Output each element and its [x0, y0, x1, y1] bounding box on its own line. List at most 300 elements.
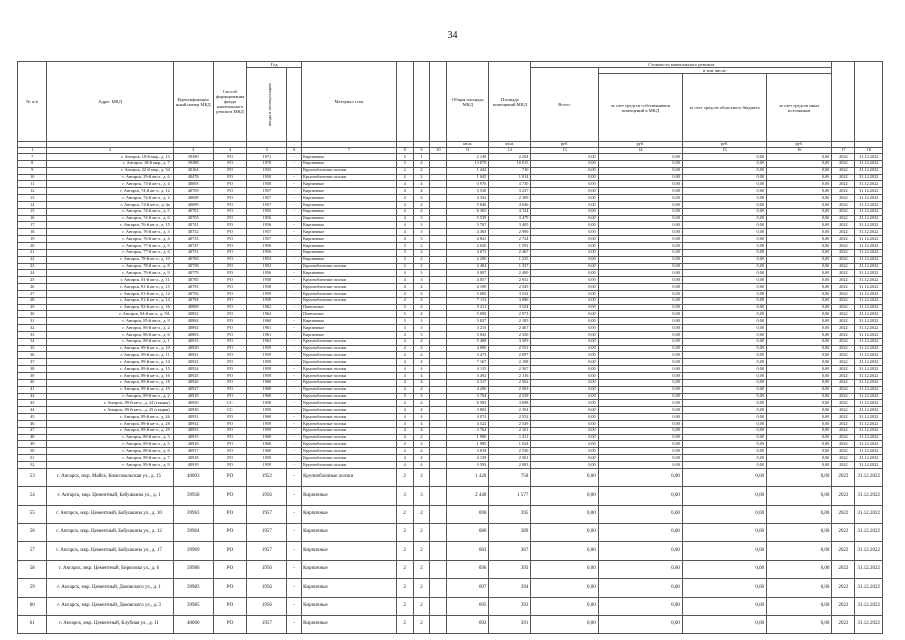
- cell-total: 0,00: [531, 338, 598, 345]
- cell-id: 40698: [173, 195, 213, 202]
- cell-regional: 0,00: [682, 407, 766, 414]
- unit-total: руб.: [531, 142, 598, 148]
- cell-floors: 4: [396, 270, 413, 277]
- cell-year-overhaul: -: [287, 523, 302, 541]
- table-row: [18, 174, 883, 181]
- cell-owners: 0,00: [598, 366, 682, 373]
- cell-regional: 0,00: [682, 487, 766, 505]
- cell-material: Кирпичные: [302, 560, 397, 578]
- cell-other: 0,00: [767, 560, 832, 578]
- cell-address: г. Ангарск, 74-й кв-л., д. 4а: [47, 201, 173, 208]
- cell-completion-date: 31.12.2022: [855, 379, 883, 386]
- cell-year-built: 1950: [247, 174, 287, 181]
- cell-entrances: 2: [413, 434, 430, 441]
- cell-completion-date: 31.12.2022: [855, 249, 883, 256]
- cell-address: г. Ангарск, 85-й кв-л., д. 9: [47, 318, 173, 325]
- cell-address: г. Ангарск, 81-й кв-л., д. 14: [47, 297, 173, 304]
- cell-no: 42: [18, 393, 47, 400]
- cell-floors: 2: [396, 615, 413, 633]
- cell-entrances: 3: [413, 487, 430, 505]
- cell-regional: 0,00: [682, 195, 766, 202]
- cell-planned-year: 2022: [832, 359, 855, 366]
- cell-completion-date: 31.12.2022: [855, 167, 883, 174]
- cell-total-area: 4 139: [447, 455, 489, 462]
- cell-other: 0,00: [767, 229, 832, 236]
- cell-material: Крупноблочные ползки: [302, 379, 397, 386]
- header-planned-year: [832, 62, 855, 142]
- cell-planned-year: 2022: [832, 318, 855, 325]
- cell-completion-date: 31.12.2022: [855, 487, 883, 505]
- table-row: [18, 420, 883, 427]
- cell-total-area: 686: [447, 523, 489, 541]
- cell-no: 8: [18, 160, 47, 167]
- cell-completion-date: 31.12.2022: [855, 414, 883, 421]
- table-row: [18, 542, 883, 560]
- cell-fund: РО: [213, 542, 247, 560]
- header-year: Год: [247, 62, 302, 68]
- cell-fund: РО: [213, 270, 247, 277]
- cell-residents: [430, 523, 447, 541]
- cell-floors: 2: [396, 167, 413, 174]
- cell-premises-area: 2 389: [489, 195, 531, 202]
- cell-planned-year: 2022: [832, 290, 855, 297]
- cell-year-overhaul: -: [287, 229, 302, 236]
- cell-id: 40699: [173, 201, 213, 208]
- col-num: 3: [173, 148, 213, 154]
- cell-year-overhaul: -: [287, 325, 302, 332]
- cell-floors: 4: [396, 215, 413, 222]
- header-floors: [396, 62, 413, 142]
- table-row: [18, 222, 883, 229]
- cell-no: 16: [18, 215, 47, 222]
- cell-year-overhaul: -: [287, 236, 302, 243]
- cell-total: 0,00: [531, 222, 598, 229]
- cell-total-area: 3 843: [447, 331, 489, 338]
- cell-floors: 4: [396, 188, 413, 195]
- cell-premises-area: 4 046: [489, 201, 531, 208]
- cell-entrances: 4: [413, 195, 430, 202]
- cell-year-overhaul: -: [287, 615, 302, 633]
- cell-other: 0,00: [767, 373, 832, 380]
- cell-regional: 0,00: [682, 256, 766, 263]
- cell-no: 11: [18, 181, 47, 188]
- cell-total: 0,00: [531, 455, 598, 462]
- cell-floors: 4: [396, 386, 413, 393]
- cell-address: г. Ангарск, мкр. Майск, Комсомольская ул., д. 15: [47, 468, 173, 486]
- cell-material: Кирпичные: [302, 160, 397, 167]
- cell-year-built: 1956: [247, 560, 287, 578]
- cell-entrances: 4: [413, 414, 430, 421]
- cell-floors: 4: [396, 427, 413, 434]
- cell-id: 40794: [173, 297, 213, 304]
- cell-address: г. Ангарск, 89-й кв-л., д. 6: [47, 448, 173, 455]
- cell-material: Кирпичные: [302, 242, 397, 249]
- cell-owners: 0,00: [598, 373, 682, 380]
- cell-premises-area: 2 116: [489, 373, 531, 380]
- cell-planned-year: 2022: [832, 615, 855, 633]
- cell-owners: 0,00: [598, 441, 682, 448]
- cell-total: 0,00: [531, 325, 598, 332]
- cell-no: 22: [18, 256, 47, 263]
- cell-residents: [430, 379, 447, 386]
- cell-material: Кирпичные: [302, 188, 397, 195]
- cell-total: 0,00: [531, 277, 598, 284]
- cell-other: 0,00: [767, 208, 832, 215]
- cell-total: 0,00: [531, 560, 598, 578]
- cell-regional: 0,00: [682, 242, 766, 249]
- cell-year-overhaul: -: [287, 505, 302, 523]
- cell-owners: 0,00: [598, 181, 682, 188]
- cell-regional: 0,00: [682, 505, 766, 523]
- cell-completion-date: 31.12.2022: [855, 345, 883, 352]
- table-row: [18, 325, 883, 332]
- cell-residents: [430, 542, 447, 560]
- cell-id: 40918: [173, 393, 213, 400]
- cell-owners: 0,00: [598, 597, 682, 615]
- cell-no: 31: [18, 318, 47, 325]
- cell-no: 50: [18, 448, 47, 455]
- table-row: [18, 414, 883, 421]
- cell-other: 0,00: [767, 487, 832, 505]
- cell-material: Кирпичные: [302, 523, 397, 541]
- cell-premises-area: 2 931: [489, 277, 531, 284]
- cell-premises-area: 367: [489, 542, 531, 560]
- cell-entrances: 2: [413, 542, 430, 560]
- cell-year-built: 1963: [247, 338, 287, 345]
- cell-id: 39958: [173, 487, 213, 505]
- cell-material: Кирпичные: [302, 208, 397, 215]
- cell-regional: 0,00: [682, 427, 766, 434]
- cell-year-overhaul: -: [287, 304, 302, 311]
- cell-id: 40925: [173, 373, 213, 380]
- cell-address: г. Ангарск, 89-й кв-л., д. 10: [47, 345, 173, 352]
- cell-planned-year: 2022: [832, 167, 855, 174]
- table-header: [18, 62, 883, 154]
- cell-total: 0,00: [531, 505, 598, 523]
- cell-owners: 0,00: [598, 290, 682, 297]
- cell-residents: [430, 304, 447, 311]
- cell-no: 59: [18, 579, 47, 597]
- cell-fund: РО: [213, 297, 247, 304]
- cell-owners: 0,00: [598, 249, 682, 256]
- cell-no: 55: [18, 505, 47, 523]
- cell-premises-area: 2 567: [489, 366, 531, 373]
- cell-year-built: 1958: [247, 297, 287, 304]
- cell-total-area: 3 794: [447, 393, 489, 400]
- cell-floors: 2: [396, 542, 413, 560]
- cell-floors: 4: [396, 400, 413, 407]
- header-regional-budget: за счет средств областного бюджета: [682, 74, 766, 142]
- cell-id: 40164: [173, 167, 213, 174]
- cell-year-built: 1958: [247, 284, 287, 291]
- cell-year-overhaul: -: [287, 263, 302, 270]
- table-row: [18, 297, 883, 304]
- cell-residents: [430, 311, 447, 318]
- cell-total: 0,00: [531, 427, 598, 434]
- table-row: [18, 277, 883, 284]
- cell-planned-year: 2022: [832, 400, 855, 407]
- cell-total-area: 3 764: [447, 427, 489, 434]
- cell-regional: 0,00: [682, 542, 766, 560]
- cell-residents: [430, 414, 447, 421]
- cell-fund: РО: [213, 414, 247, 421]
- cell-regional: 0,00: [682, 249, 766, 256]
- table-row: [18, 208, 883, 215]
- header-year-overhaul: [287, 68, 302, 142]
- cell-material: Крупноблочные ползки: [302, 386, 397, 393]
- cell-regional: 0,00: [682, 523, 766, 541]
- cell-material: Крупноблочные ползки: [302, 284, 397, 291]
- header-including: в том числе:: [598, 68, 832, 74]
- cell-completion-date: 31.12.2022: [855, 263, 883, 270]
- cell-address: г. Ангарск, мкр. Цементный, Бирюзова ул., д. 6: [47, 560, 173, 578]
- cell-residents: [430, 434, 447, 441]
- cell-completion-date: 31.12.2022: [855, 208, 883, 215]
- cell-residents: [430, 188, 447, 195]
- cell-residents: [430, 270, 447, 277]
- cell-entrances: 3: [413, 270, 430, 277]
- header-cost-group: Стоимость капитального ремонта: [531, 62, 832, 68]
- cell-premises-area: 2 101: [489, 427, 531, 434]
- cell-year-overhaul: -: [287, 311, 302, 318]
- cell-floors: 4: [396, 448, 413, 455]
- cell-entrances: 3: [413, 325, 430, 332]
- cell-no: 20: [18, 242, 47, 249]
- cell-year-built: 1956: [247, 597, 287, 615]
- cell-total: 0,00: [531, 154, 598, 161]
- cell-fund: РО: [213, 427, 247, 434]
- cell-material: Кирпичные: [302, 229, 397, 236]
- cell-year-built: 1956: [247, 215, 287, 222]
- cell-residents: [430, 407, 447, 414]
- cell-entrances: 4: [413, 345, 430, 352]
- cell-fund: СС: [213, 407, 247, 414]
- cell-total: 0,00: [531, 414, 598, 421]
- cell-residents: [430, 338, 447, 345]
- cell-total: 0,00: [531, 318, 598, 325]
- cell-year-overhaul: -: [287, 277, 302, 284]
- cell-regional: 0,00: [682, 560, 766, 578]
- cell-year-built: 1959: [247, 455, 287, 462]
- cell-premises-area: 3 479: [489, 215, 531, 222]
- cell-no: 53: [18, 468, 47, 486]
- cell-entrances: 2: [413, 249, 430, 256]
- cell-residents: [430, 263, 447, 270]
- cell-entrances: 4: [413, 160, 430, 167]
- table-row: [18, 284, 883, 291]
- table-row: [18, 215, 883, 222]
- cell-other: 0,00: [767, 379, 832, 386]
- cell-regional: 0,00: [682, 455, 766, 462]
- cell-entrances: 4: [413, 290, 430, 297]
- table-row: [18, 290, 883, 297]
- cell-planned-year: 2022: [832, 181, 855, 188]
- cell-fund: РО: [213, 160, 247, 167]
- cell-year-built: 1958: [247, 400, 287, 407]
- cell-owners: 0,00: [598, 579, 682, 597]
- cell-other: 0,00: [767, 188, 832, 195]
- cell-id: 40000: [173, 615, 213, 633]
- cell-year-overhaul: -: [287, 188, 302, 195]
- cell-id: 40929: [173, 400, 213, 407]
- cell-owners: 0,00: [598, 523, 682, 541]
- cell-id: 40893: [173, 331, 213, 338]
- cell-material: Кирпичные: [302, 215, 397, 222]
- cell-year-overhaul: -: [287, 359, 302, 366]
- cell-total: 0,00: [531, 487, 598, 505]
- unit-premises-area: кв.м.: [489, 142, 531, 148]
- cell-residents: [430, 597, 447, 615]
- cell-address: г. Ангарск, 76-й кв-л., д. 3: [47, 229, 173, 236]
- cell-address: г. Ангарск, 89-й кв-л., д. 16: [47, 373, 173, 380]
- cell-id: 40791: [173, 284, 213, 291]
- cell-year-overhaul: -: [287, 366, 302, 373]
- cell-premises-area: 1 235: [489, 256, 531, 263]
- cell-fund: РО: [213, 277, 247, 284]
- cell-year-overhaul: -: [287, 448, 302, 455]
- cell-owners: 0,00: [598, 393, 682, 400]
- cell-total-area: 2 290: [447, 256, 489, 263]
- cell-total-area: 4 332: [447, 195, 489, 202]
- cell-address: г. Ангарск, 89-й кв-л., д. 29: [47, 427, 173, 434]
- cell-regional: 0,00: [682, 174, 766, 181]
- cell-material: Крупноблочные ползки: [302, 434, 397, 441]
- cell-address: г. Ангарск, 73-й кв-л., д. 4: [47, 181, 173, 188]
- header-premises-area: Площадь помещений МКД: [489, 62, 531, 142]
- cell-residents: [430, 215, 447, 222]
- cell-fund: РО: [213, 195, 247, 202]
- cell-material: Крупноблочные ползки: [302, 359, 397, 366]
- cell-total-area: 5 685: [447, 290, 489, 297]
- cell-owners: 0,00: [598, 284, 682, 291]
- cell-other: 0,00: [767, 366, 832, 373]
- cell-premises-area: 2 563: [489, 386, 531, 393]
- cell-material: Крупноблочные ползки: [302, 448, 397, 455]
- cell-fund: РО: [213, 366, 247, 373]
- cell-residents: [430, 386, 447, 393]
- cell-planned-year: 2022: [832, 304, 855, 311]
- cell-no: 23: [18, 263, 47, 270]
- cell-completion-date: 31.12.2022: [855, 229, 883, 236]
- cell-year-built: 1959: [247, 427, 287, 434]
- cell-total-area: 3 593: [447, 461, 489, 468]
- cell-material: Крупноблочные ползки: [302, 373, 397, 380]
- cell-no: 14: [18, 201, 47, 208]
- cell-residents: [430, 400, 447, 407]
- cell-premises-area: 2 973: [489, 311, 531, 318]
- cell-id: 40758: [173, 263, 213, 270]
- cell-year-built: 1959: [247, 461, 287, 468]
- cell-fund: РО: [213, 201, 247, 208]
- table-row: [18, 331, 883, 338]
- cell-other: 0,00: [767, 154, 832, 161]
- cell-other: 0,00: [767, 297, 832, 304]
- cell-material: Крупноблочные ползки: [302, 352, 397, 359]
- cell-entrances: 4: [413, 373, 430, 380]
- cell-id: 40779: [173, 270, 213, 277]
- cell-address: г. Ангарск, 18-й мкр., д. 7: [47, 160, 173, 167]
- cell-year-overhaul: -: [287, 297, 302, 304]
- cell-total-area: 3 818: [447, 448, 489, 455]
- cell-entrances: 2: [413, 468, 430, 486]
- cell-owners: 0,00: [598, 222, 682, 229]
- cell-total: 0,00: [531, 523, 598, 541]
- cell-residents: [430, 208, 447, 215]
- cell-residents: [430, 579, 447, 597]
- cell-owners: 0,00: [598, 215, 682, 222]
- cell-owners: 0,00: [598, 345, 682, 352]
- cell-owners: 0,00: [598, 434, 682, 441]
- cell-regional: 0,00: [682, 201, 766, 208]
- cell-year-built: 1955: [247, 208, 287, 215]
- cell-fund: РО: [213, 615, 247, 633]
- cell-entrances: 3: [413, 215, 430, 222]
- cell-total-area: 4 057: [447, 277, 489, 284]
- cell-premises-area: 393: [489, 560, 531, 578]
- cell-year-built: 1956: [247, 270, 287, 277]
- col-num: 16: [767, 148, 832, 154]
- cell-address: г. Ангарск, 78-й кв-л., д. 8: [47, 263, 173, 270]
- cell-floors: 4: [396, 441, 413, 448]
- cell-fund: РО: [213, 242, 247, 249]
- cell-material: Крупноблочные ползки: [302, 277, 397, 284]
- cell-total-area: 4 841: [447, 236, 489, 243]
- cell-material: Крупноблочные ползки: [302, 461, 397, 468]
- cell-entrances: 2: [413, 242, 430, 249]
- table-row: [18, 468, 883, 486]
- table-row: [18, 579, 883, 597]
- cell-total: 0,00: [531, 386, 598, 393]
- cell-id: 40931: [173, 414, 213, 421]
- cell-floors: 4: [396, 222, 413, 229]
- cell-material: Кирпичные: [302, 222, 397, 229]
- cell-year-overhaul: -: [287, 208, 302, 215]
- cell-id: 40917: [173, 448, 213, 455]
- cell-owners: 0,00: [598, 427, 682, 434]
- cell-residents: [430, 195, 447, 202]
- cell-floors: 2: [396, 579, 413, 597]
- cell-entrances: 2: [413, 263, 430, 270]
- cell-premises-area: 1 337: [489, 263, 531, 270]
- cell-material: Панельные: [302, 311, 397, 318]
- cell-owners: 0,00: [598, 505, 682, 523]
- cell-year-overhaul: -: [287, 560, 302, 578]
- cell-floors: 4: [396, 366, 413, 373]
- cell-floors: 4: [396, 373, 413, 380]
- cell-address: г. Ангарск, 89-й кв-л., д. 3: [47, 434, 173, 441]
- cell-entrances: 4: [413, 311, 430, 318]
- cell-year-built: 1957: [247, 236, 287, 243]
- cell-fund: РО: [213, 420, 247, 427]
- cell-regional: 0,00: [682, 222, 766, 229]
- cell-year-overhaul: -: [287, 487, 302, 505]
- cell-entrances: 2: [413, 174, 430, 181]
- cell-no: 25: [18, 277, 47, 284]
- cell-year-built: 1957: [247, 188, 287, 195]
- cell-regional: 0,00: [682, 414, 766, 421]
- cell-address: г. Ангарск, 89-й кв-л., д. 19: [47, 386, 173, 393]
- cell-other: 0,00: [767, 215, 832, 222]
- cell-no: 7: [18, 154, 47, 161]
- cell-premises-area: 2 545: [489, 284, 531, 291]
- cell-owners: 0,00: [598, 560, 682, 578]
- cell-completion-date: 31.12.2022: [855, 325, 883, 332]
- cell-total: 0,00: [531, 311, 598, 318]
- cell-no: 43: [18, 400, 47, 407]
- cell-material: Крупноблочные ползки: [302, 297, 397, 304]
- cell-entrances: 4: [413, 448, 430, 455]
- table-row: [18, 270, 883, 277]
